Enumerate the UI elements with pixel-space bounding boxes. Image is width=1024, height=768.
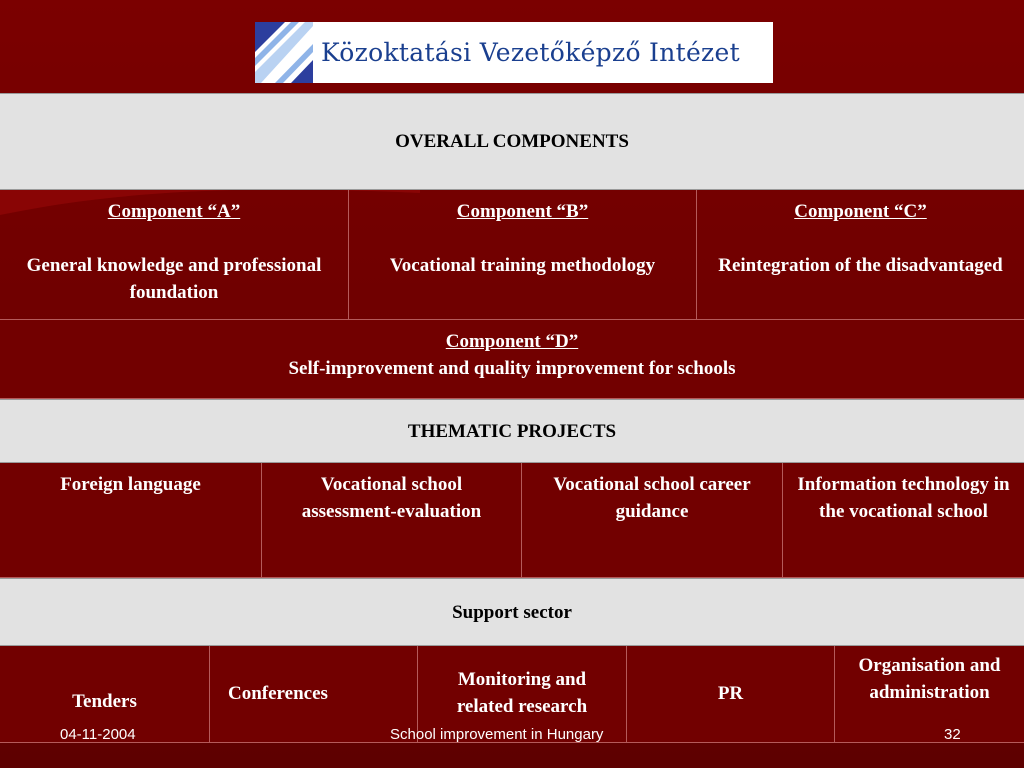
support-item: Organisation and administration <box>858 655 1001 703</box>
component-c-title: Component “C” <box>794 201 927 222</box>
institute-logo <box>255 22 773 83</box>
support-item: PR <box>627 646 835 742</box>
thematic-item: Foreign language <box>0 463 262 577</box>
logo-text: Közoktatási Vezetőképző Intézet <box>321 38 740 67</box>
thematic-projects-row <box>0 463 1024 578</box>
component-d-desc: Self-improvement and quality improvement for schools <box>288 358 736 379</box>
footer-title: School improvement in Hungary <box>390 726 604 743</box>
thematic-projects-header <box>0 399 1024 463</box>
component-a-desc: General knowledge and professional foundation <box>26 255 322 303</box>
component-c-desc: Reintegration of the disadvantaged <box>718 255 1003 276</box>
overall-components-heading: OVERALL COMPONENTS <box>395 131 629 152</box>
support-item: Conferences <box>210 646 418 742</box>
components-row <box>0 190 1024 320</box>
support-item: Tenders <box>0 646 210 742</box>
component-d-row <box>0 320 1024 399</box>
component-b-desc: Vocational training methodology <box>389 255 656 276</box>
component-b <box>349 190 697 319</box>
thematic-projects-heading: THEMATIC PROJECTS <box>407 420 617 442</box>
thematic-item: Vocational school career guidance <box>522 463 783 577</box>
kvi-logo-mark <box>255 22 313 83</box>
support-sector-heading: Support sector <box>452 601 572 623</box>
support-item: Monitoring and related research <box>418 646 627 742</box>
component-a <box>0 190 349 319</box>
support-sector-header <box>0 578 1024 646</box>
footer-date: 04-11-2004 <box>60 726 136 743</box>
slide-footer <box>0 726 1024 746</box>
slide-number: 32 <box>944 726 961 743</box>
overall-components-header <box>0 93 1024 190</box>
thematic-item: Information technology in the vocational school <box>797 474 1010 522</box>
component-d <box>0 320 1024 398</box>
component-c <box>697 190 1024 319</box>
component-a-title: Component “A” <box>107 201 241 222</box>
thematic-item: Vocational school assessment-evaluation <box>262 463 522 577</box>
component-d-title: Component “D” <box>445 331 579 352</box>
component-b-title: Component “B” <box>456 201 589 222</box>
